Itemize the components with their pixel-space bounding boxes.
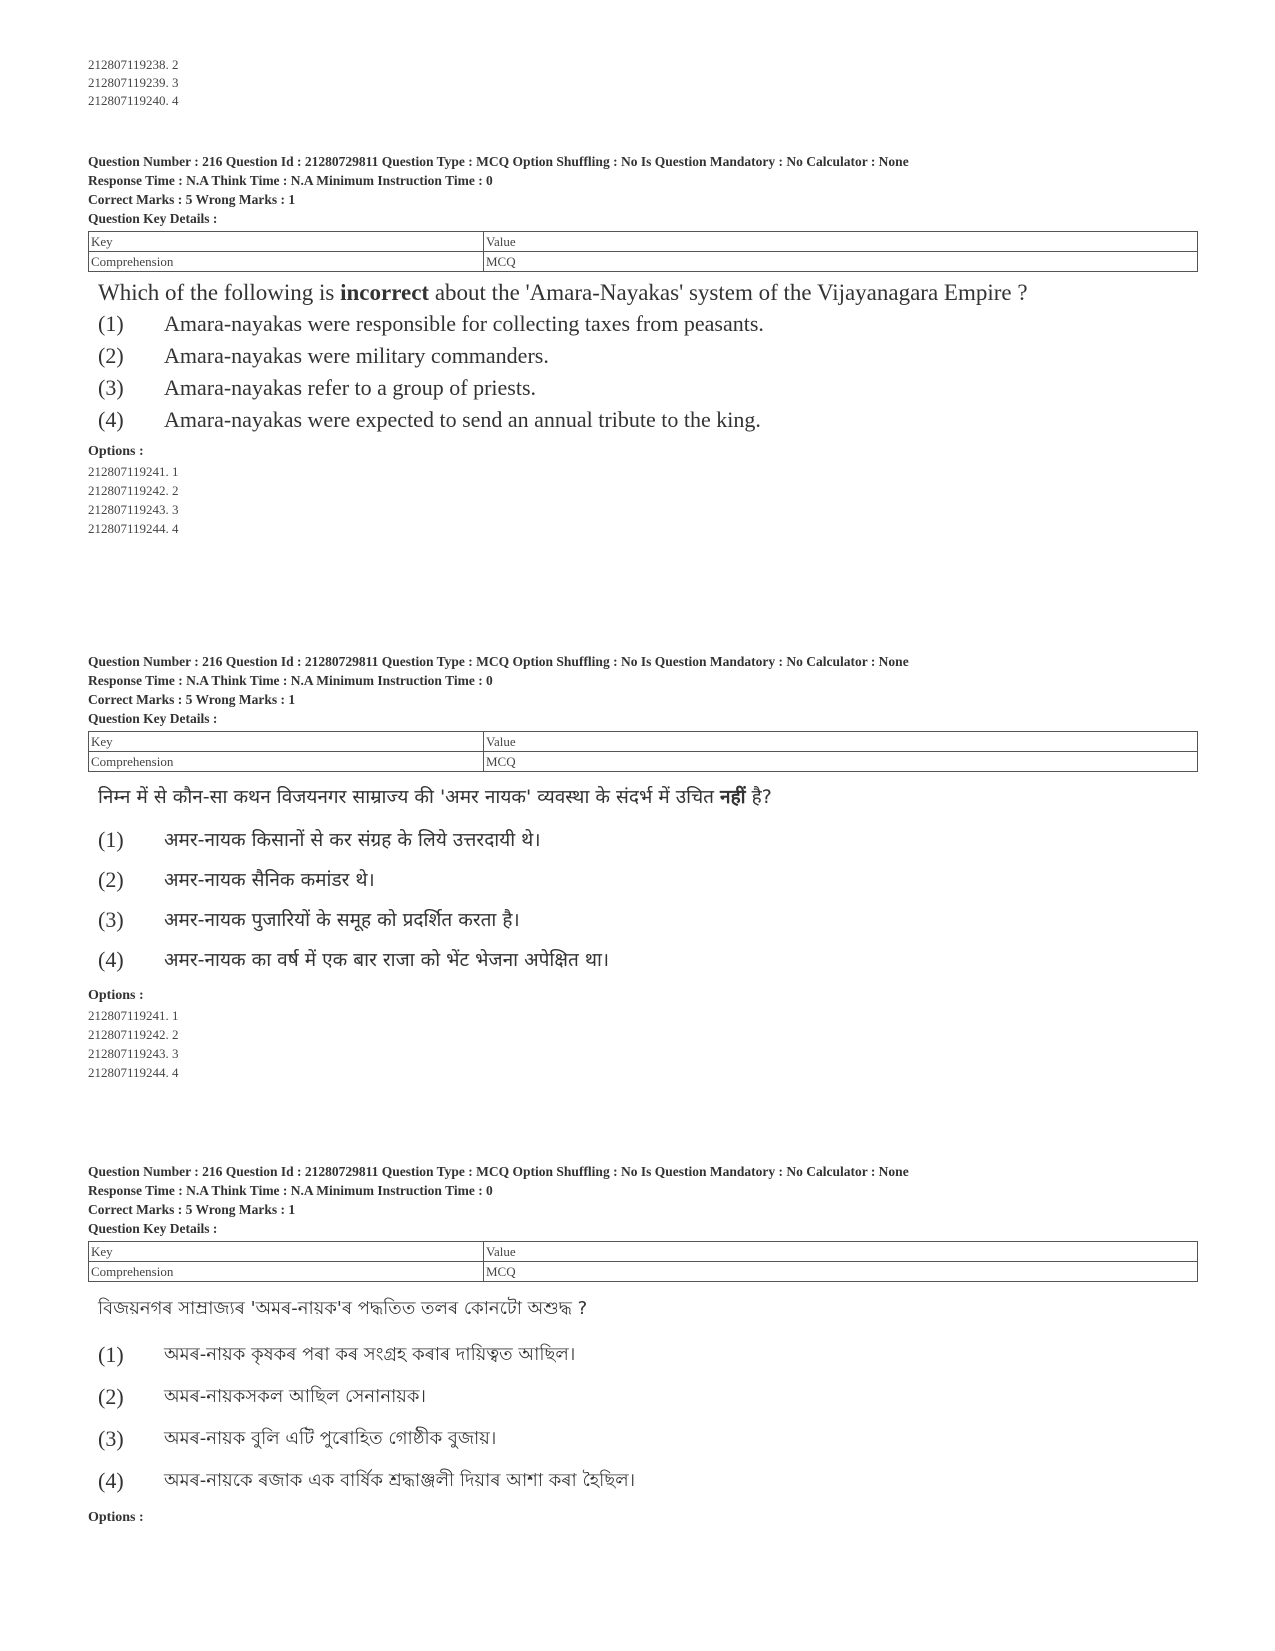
question-meta [88,152,1198,228]
option-number: (1) [98,1342,124,1367]
table-header-value: Value [484,1242,1198,1262]
table-header-key: Key [89,1242,484,1262]
option-text: अमर-नायक पुजारियों के समूह को प्रदर्शित करता है। [164,909,520,931]
question-block-english [88,152,1198,538]
option-number: (3) [98,1426,124,1451]
question-meta-line-2: Response Time : N.A Think Time : N.A Minimum Instruction Time : 0 [88,173,493,188]
question-marks: Correct Marks : 5 Wrong Marks : 1 [88,1202,296,1217]
question-text-emphasis: नहीं [720,786,746,808]
option-text: Amara-nayakas were responsible for collecting taxes from peasants. [164,311,764,336]
option-text: Amara-nayakas were military commanders. [164,343,549,368]
option-text: अमर-नायक सैनिक कमांडर थे। [164,869,375,891]
question-meta-line-1: Question Number : 216 Question Id : 21280729811 Question Type : MCQ Option Shuffling : No Is Question Mandatory : No Calculator : None [88,1164,909,1179]
option-text: अमर-नायक किसानों से कर संग्रह के लिये उत्तरदायी थे। [164,829,541,851]
answer-option [88,308,1198,340]
answer-option [88,940,1198,980]
question-text-part: निम्न में से कौन-सा कथन विजयनगर साम्राज्य की 'अमर नायक' व्यवस्था के संदर्भ में उचित [98,786,721,808]
option-id: 212807119240. 4 [88,93,179,108]
option-text: अमर-नायक का वर्ष में एक बार राजा को भेंट भेजना अपेक्षित था। [164,949,610,971]
answer-option [88,1460,1198,1502]
question-text-part: Which of the following is [98,280,341,305]
table-header-value: Value [484,232,1198,252]
option-text: Amara-nayakas were expected to send an annual tribute to the king. [164,407,761,432]
option-number: (2) [98,867,124,892]
table-cell-value: MCQ [484,752,1198,772]
option-id-list [88,462,1198,538]
question-meta-line-2: Response Time : N.A Think Time : N.A Minimum Instruction Time : 0 [88,673,493,688]
option-id: 212807119242. 2 [88,1027,179,1042]
table-cell-value: MCQ [484,252,1198,272]
option-number: (2) [98,343,124,368]
option-text: অমৰ-নায়কসকল আছিল সেনানায়ক। [164,1386,426,1407]
question-meta [88,1162,1198,1238]
answer-option [88,900,1198,940]
options-label: Options : [88,1510,144,1525]
question-text-part: about the 'Amara-Nayakas' system of the Vijayanagara Empire ? [429,280,1028,305]
option-text: অমৰ-নায়কে ৰজাক এক বাৰ্ষিক শ্ৰদ্ধাঞ্জলী দিয়াৰ আশা কৰা হৈছিল। [164,1470,636,1491]
option-number: (4) [98,1468,124,1493]
key-details-table [88,231,1198,272]
option-text: অমৰ-নায়ক বুলি এটি পুৰোহিত গোষ্ঠীক বুজায়। [164,1428,497,1449]
table-row [89,732,1198,752]
answer-option [88,1334,1198,1376]
table-cell-key: Comprehension [89,752,484,772]
table-row [89,232,1198,252]
table-header-key: Key [89,232,484,252]
option-id: 212807119241. 1 [88,464,179,479]
option-number: (1) [98,311,124,336]
answer-option [88,340,1198,372]
question-text-emphasis: incorrect [340,280,430,305]
option-number: (3) [98,907,124,932]
option-number: (3) [98,375,124,400]
option-id: 212807119241. 1 [88,1008,179,1023]
key-details-table [88,731,1198,772]
option-id: 212807119238. 2 [88,57,179,72]
option-text: Amara-nayakas refer to a group of priests. [164,375,537,400]
table-row [89,1242,1198,1262]
question-text [88,782,1198,812]
table-cell-key: Comprehension [89,252,484,272]
answer-option [88,404,1198,436]
option-id-list [88,1006,1198,1082]
question-text-part: है? [745,786,772,808]
question-marks: Correct Marks : 5 Wrong Marks : 1 [88,192,296,207]
question-block-assamese [88,1162,1198,1528]
top-option-list [88,56,1198,110]
options-label: Options : [88,988,144,1003]
question-meta [88,652,1198,728]
option-id: 212807119244. 4 [88,521,179,536]
table-row [89,1262,1198,1282]
option-id: 212807119239. 3 [88,75,179,90]
question-marks: Correct Marks : 5 Wrong Marks : 1 [88,692,296,707]
key-details-label: Question Key Details : [88,711,218,726]
key-details-label: Question Key Details : [88,211,218,226]
question-text [88,1294,1198,1324]
options-label: Options : [88,444,144,459]
option-number: (4) [98,947,124,972]
option-id: 212807119243. 3 [88,502,179,517]
question-block-hindi [88,652,1198,1082]
question-text [88,278,1198,308]
answer-option [88,820,1198,860]
key-details-label: Question Key Details : [88,1221,218,1236]
question-text-part: বিজয়নগৰ সাম্ৰাজ্যৰ 'অমৰ-নায়ক'ৰ পদ্ধতিত তলৰ কোনটো অশুদ্ধ ? [98,1298,588,1319]
option-text: অমৰ-নায়ক কৃষকৰ পৰা কৰ সংগ্ৰহ কৰাৰ দায়িত্বত আছিল। [164,1344,576,1365]
answer-option [88,1376,1198,1418]
table-row [89,252,1198,272]
option-number: (2) [98,1384,124,1409]
option-number: (1) [98,827,124,852]
key-details-table [88,1241,1198,1282]
table-header-key: Key [89,732,484,752]
question-meta-line-1: Question Number : 216 Question Id : 21280729811 Question Type : MCQ Option Shuffling : No Is Question Mandatory : No Calculator : None [88,654,909,669]
option-id: 212807119243. 3 [88,1046,179,1061]
table-cell-key: Comprehension [89,1262,484,1282]
option-id: 212807119242. 2 [88,483,179,498]
question-meta-line-2: Response Time : N.A Think Time : N.A Minimum Instruction Time : 0 [88,1183,493,1198]
option-id: 212807119244. 4 [88,1065,179,1080]
option-number: (4) [98,407,124,432]
table-row [89,752,1198,772]
answer-option [88,372,1198,404]
answer-option [88,1418,1198,1460]
table-header-value: Value [484,732,1198,752]
question-meta-line-1: Question Number : 216 Question Id : 21280729811 Question Type : MCQ Option Shuffling : No Is Question Mandatory : No Calculator : None [88,154,909,169]
table-cell-value: MCQ [484,1262,1198,1282]
answer-option [88,860,1198,900]
